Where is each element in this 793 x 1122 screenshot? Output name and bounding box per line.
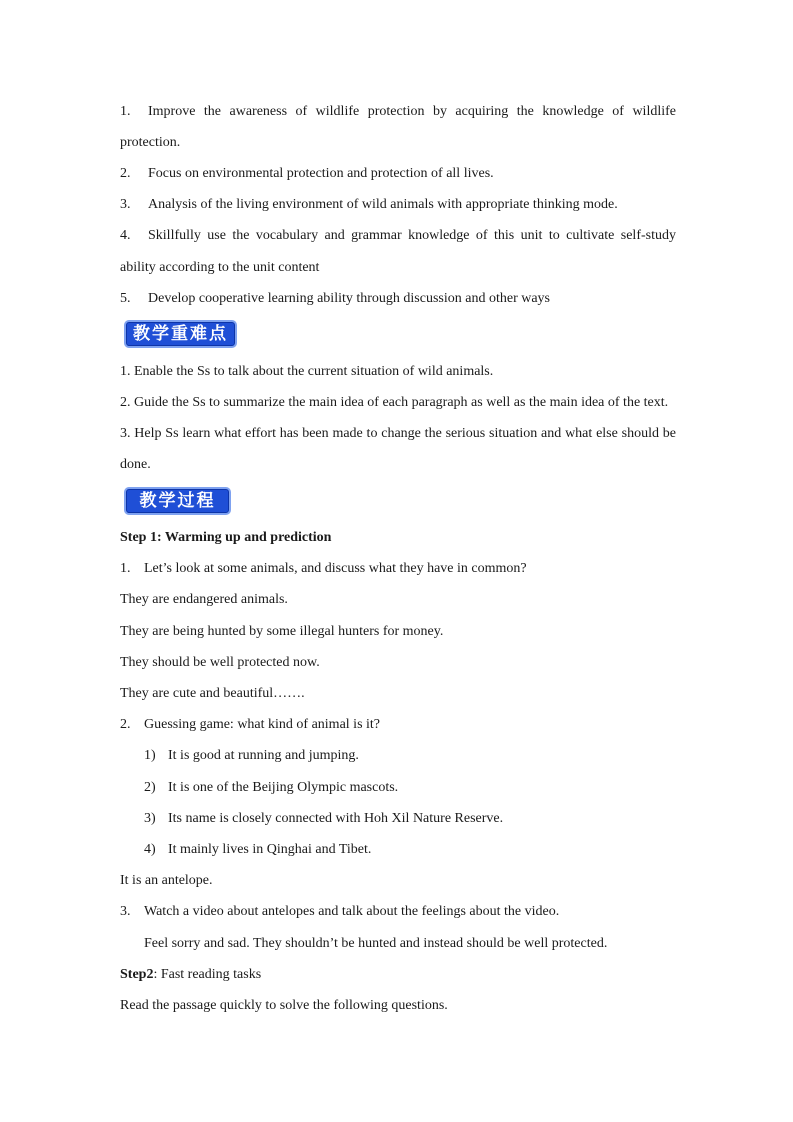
step1-answer-line: They are being hunted by some illegal hunters for money. [120,624,444,639]
objective-3: 3. Analysis of the living environment of wild animals with appropriate thinking mode. [120,197,618,212]
step1-answer-line: They are endangered animals. [120,592,288,607]
step1-question-1: 1. Let’s look at some animals, and discuss what they have in common? [120,561,527,576]
guess-clue-3: 3) Its name is closely connected with Hoh Xil Nature Reserve. [144,811,504,826]
key-point-3-line1: 3. Help Ss learn what effort has been made to change the serious situation and what else should be [120,426,676,441]
step1-answer-2: It is an antelope. [120,873,213,888]
objective-1-line2: protection. [120,135,181,150]
step2-title: Step2: Fast reading tasks [120,967,262,982]
key-point-3-line2: done. [120,457,151,472]
guess-clue-4: 4) It mainly lives in Qinghai and Tibet. [144,842,372,857]
guess-clue-2: 2) It is one of the Beijing Olympic mascots. [144,780,399,795]
objective-5: 5. Develop cooperative learning ability through discussion and other ways [120,291,551,306]
step1-answer-line: They are cute and beautiful……. [120,686,305,701]
step1-answer-3: Feel sorry and sad. They shouldn’t be hunted and instead should be well protected. [144,936,608,951]
key-point-2: 2. Guide the Ss to summarize the main idea of each paragraph as well as the main idea of the text. [120,395,669,410]
step1-question-3: 3. Watch a video about antelopes and talk about the feelings about the video. [120,904,560,919]
step2-instruction: Read the passage quickly to solve the following questions. [120,998,448,1013]
guess-clue-1: 1) It is good at running and jumping. [144,748,359,763]
step1-title: Step 1: Warming up and prediction [120,530,332,545]
step1-answer-line: They should be well protected now. [120,655,320,670]
teaching-process-heading-badge: 教学过程 [124,487,231,515]
key-point-1: 1. Enable the Ss to talk about the current situation of wild animals. [120,364,494,379]
objective-4-line2: ability according to the unit content [120,260,320,275]
objective-2: 2. Focus on environmental protection and protection of all lives. [120,166,494,181]
objective-4-line1: 4. Skillfully use the vocabulary and grammar knowledge of this unit to cultivate self-study [120,228,676,243]
key-points-heading-badge: 教学重难点 [124,320,237,348]
objective-1-line1: 1. Improve the awareness of wildlife protection by acquiring the knowledge of wildlife [120,104,676,119]
step1-question-2: 2. Guessing game: what kind of animal is it? [120,717,381,732]
